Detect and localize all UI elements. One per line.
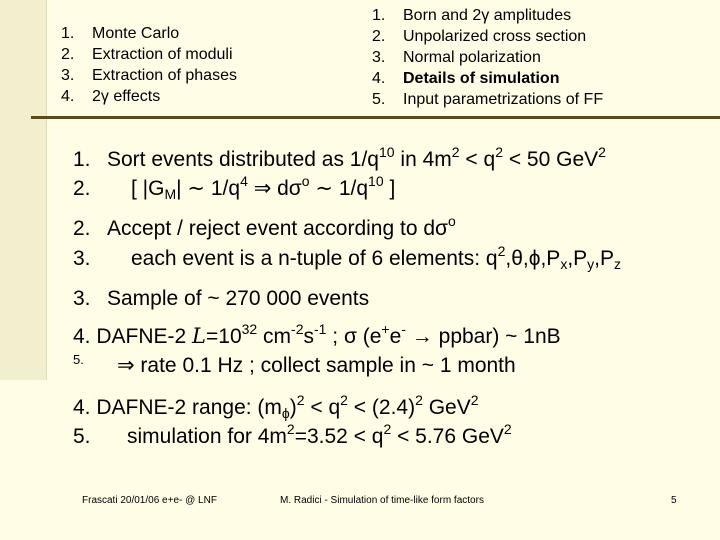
text: s [303, 325, 314, 348]
superscript: 32 [241, 321, 258, 337]
superscript: 10 [379, 144, 395, 160]
outline-label: Born and 2γ amplitudes [403, 7, 572, 24]
outline-label-current: Details of simulation [403, 70, 560, 87]
content-line-range [73, 392, 479, 421]
line-number: 5. [73, 425, 91, 448]
outline-left-item [61, 23, 237, 44]
text: GeV [422, 396, 471, 419]
text: =3.52 < q [294, 425, 384, 448]
text: ] [383, 177, 396, 200]
superscript: 2 [497, 243, 506, 259]
content-line-simulation-range [73, 421, 512, 449]
text: simulation for 4m [127, 425, 287, 448]
outline-right-item [372, 89, 603, 110]
superscript: 10 [368, 173, 384, 189]
content-line-ntuple [73, 243, 621, 272]
superscript: 2 [296, 392, 305, 408]
superscript: 2 [495, 144, 503, 160]
footer-title: M. Radici - Simulation of time-like form factors [280, 495, 484, 506]
text: each event is a n-tuple of 6 elements: q [131, 247, 498, 270]
text: ⇒ dσ [247, 177, 302, 200]
text: Accept / reject event according to dσ [107, 217, 448, 240]
text: Sort events distributed as 1/q [107, 148, 379, 171]
superscript: 2 [286, 421, 295, 437]
content-line-sort-events [73, 144, 606, 172]
superscript: 2 [383, 421, 392, 437]
content-line-sample [73, 287, 369, 311]
luminosity-symbol: L [192, 324, 206, 348]
text: ,θ,ϕ,P [505, 247, 561, 270]
text: < 5.76 GeV [391, 425, 504, 448]
text: ) [289, 396, 297, 419]
text: Sample of ~ 270 000 events [107, 287, 370, 310]
line-number: 5. [73, 352, 84, 367]
line-number: 4. [73, 396, 91, 419]
outline-number: 4. [61, 88, 75, 105]
outline-left-item [61, 86, 237, 107]
text: cm [257, 325, 292, 348]
line-number: 3. [73, 247, 91, 270]
outline-number: 1. [61, 25, 75, 42]
superscript: o [447, 213, 456, 229]
outline-right-item-current [372, 68, 603, 89]
outline-right-item [372, 26, 603, 47]
outline-label: Normal polarization [403, 49, 541, 66]
content-line-gm-scaling [73, 173, 396, 202]
text: ,P [567, 247, 588, 270]
subscript: z [614, 256, 621, 272]
text: [ |G [131, 177, 165, 200]
line-number: 2. [73, 217, 91, 240]
content-line-rate [73, 352, 516, 378]
subscript: M [164, 186, 177, 202]
outline-number: 5. [372, 91, 386, 108]
text: in 4m [394, 148, 452, 171]
outline-number: 3. [61, 67, 75, 84]
superscript: 2 [503, 421, 512, 437]
header-divider [31, 116, 720, 119]
text: DAFNE-2 range: (m [96, 396, 282, 419]
outline-label: Monte Carlo [92, 25, 180, 42]
outline-right-item [372, 5, 603, 26]
superscript: 2 [451, 144, 460, 160]
superscript: - [401, 321, 406, 337]
text: | ∼ 1/q [176, 177, 241, 200]
text: DAFNE-2 [96, 325, 193, 348]
line-number: 4. [73, 325, 91, 348]
left-accent-bar [0, 0, 47, 380]
text: ∼ 1/q [309, 177, 369, 200]
outline-left-item [61, 65, 237, 86]
text: ; σ (e [326, 325, 382, 348]
superscript: 4 [240, 173, 248, 189]
outline-left-item [61, 44, 237, 65]
outline-right [372, 5, 603, 110]
outline-number: 2. [61, 46, 75, 63]
superscript: -1 [313, 321, 327, 337]
outline-number: 2. [372, 28, 386, 45]
text: e [389, 325, 402, 348]
content-line-accept-reject [73, 213, 456, 241]
text: → ppbar) ~ 1nB [405, 325, 561, 348]
text: < q [459, 148, 496, 171]
outline-label: Extraction of phases [92, 67, 237, 84]
superscript: + [381, 321, 390, 337]
text: < q [304, 396, 341, 419]
superscript: 2 [598, 144, 606, 160]
text: ⇒ rate 0.1 Hz ; collect sample in ~ 1 month [117, 354, 516, 377]
outline-number: 4. [372, 70, 386, 87]
line-number: 1. [73, 148, 91, 171]
outline-label: Unpolarized cross section [403, 28, 587, 45]
superscript: o [301, 173, 310, 189]
outline-number: 1. [372, 7, 386, 24]
outline-right-item [372, 47, 603, 68]
line-number: 2. [73, 177, 91, 200]
page-number: 5 [671, 495, 677, 506]
outline-label: Input parametrizations of FF [403, 91, 604, 108]
subscript: x [560, 256, 568, 272]
outline-left [61, 23, 237, 107]
footer-date: Frascati 20/01/06 e+e- @ LNF [82, 495, 217, 506]
text: =10 [206, 325, 242, 348]
superscript: 2 [470, 392, 479, 408]
text: < (2.4) [347, 396, 416, 419]
outline-label: 2γ effects [92, 88, 161, 105]
content-line-luminosity [73, 321, 561, 349]
subscript: y [587, 256, 595, 272]
subscript: ϕ [281, 405, 290, 421]
text: ,P [594, 247, 614, 270]
line-number: 3. [73, 287, 91, 310]
superscript: 2 [415, 392, 423, 408]
superscript: -2 [291, 321, 304, 337]
text: < 50 GeV [502, 148, 599, 171]
outline-number: 3. [372, 49, 386, 66]
superscript: 2 [340, 392, 348, 408]
outline-label: Extraction of moduli [92, 46, 233, 63]
